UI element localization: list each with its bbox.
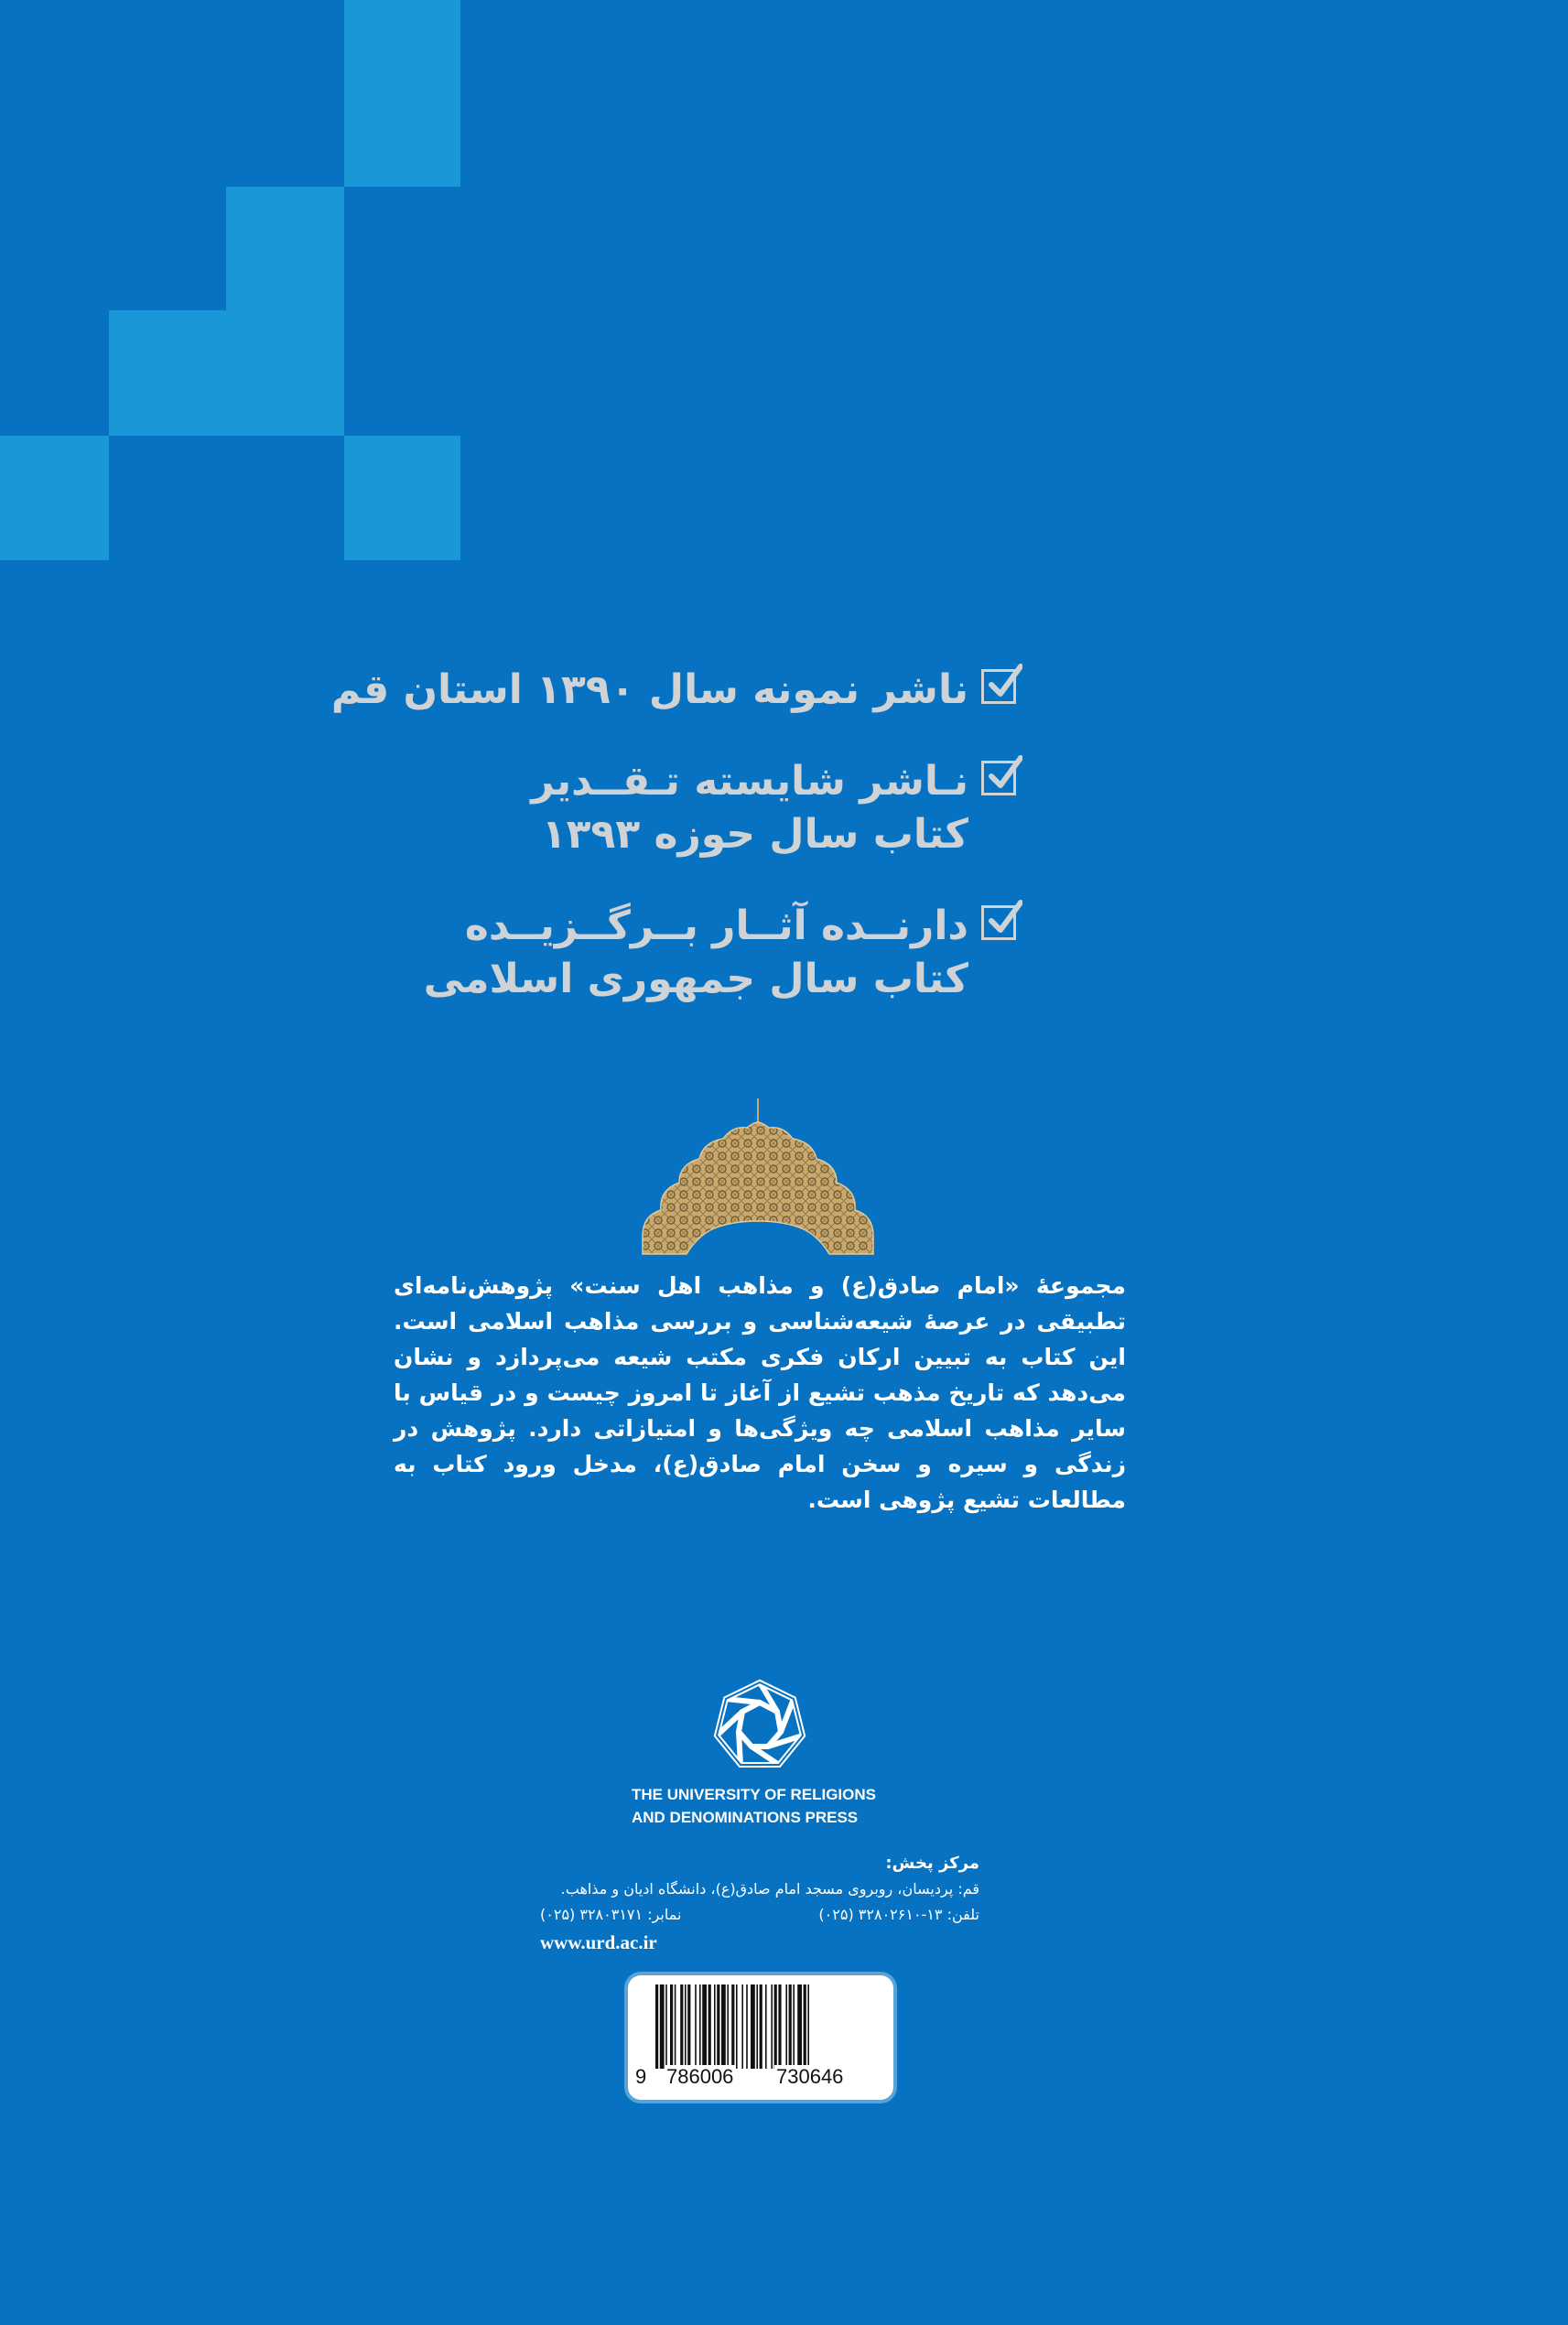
pixel-block [344, 436, 460, 560]
check-box-icon [981, 669, 1016, 704]
award-line: کتاب سال حوزه ۱۳۹۳ [541, 811, 968, 858]
award-item [494, 755, 1016, 861]
award-line: ناشر نمونه سال ۱۳۹۰ استان قم [330, 666, 968, 713]
award-text [424, 900, 968, 1006]
fax-number: نمابر: ۳۲۸۰۳۱۷۱ (۰۲۵) [540, 1906, 682, 1923]
awards-list [330, 664, 1016, 1044]
publisher-name-line: AND DENOMINATIONS PRESS [632, 1809, 859, 1826]
distribution-title: مرکز پخش: [885, 1854, 979, 1873]
award-line: نـاشر شایسته تـقــدیر [531, 758, 968, 805]
award-text [331, 664, 968, 717]
contact-row [540, 1902, 979, 1928]
distribution-info [540, 1851, 979, 1955]
barcode-bars-icon [639, 1984, 882, 2069]
distribution-address: قم: پردیسان، روبروی مسجد امام صادق(ع)، دانشگاه ادیان و مذاهب. [560, 1880, 979, 1898]
award-item [423, 900, 1016, 1006]
award-text [531, 755, 968, 861]
pixel-block [0, 436, 109, 560]
publisher-name [632, 1783, 961, 1829]
pixel-block [109, 310, 344, 436]
award-line: کتاب سال جمهوری اسلامی [423, 956, 968, 1002]
award-line: دارنــده آثــار بــرگــزیــده [464, 903, 968, 949]
award-item [330, 664, 1016, 717]
dome-ornament-icon [639, 1098, 877, 1256]
check-box-icon [981, 905, 1016, 940]
check-box-icon [981, 761, 1016, 795]
pixel-block [344, 0, 460, 187]
pixel-block [226, 187, 344, 310]
phone-number: تلفن: ۱۳-۳۲۸۰۲۶۱۰ (۰۲۵) [818, 1906, 979, 1923]
publisher-name-line: THE UNIVERSITY OF RELIGIONS [632, 1786, 876, 1803]
barcode-group-2: 730646 [776, 2065, 844, 2088]
website-link[interactable]: www.urd.ac.ir [540, 1931, 657, 1953]
isbn-barcode [628, 1975, 893, 2100]
barcode-prefix: 9 [635, 2065, 647, 2088]
barcode-group-1: 786006 [666, 2065, 734, 2088]
publisher-logo-icon [709, 1675, 810, 1776]
book-description: مجموعهٔ «امام صادق(ع) و مذاهب اهل سنت» پژوهش‌نامه‌ای تطبیقی در عرصهٔ شیعه‌شناسی و بررسی مذاهب اسلامی است. این کتاب به تبیین ارکان فکری مکتب شیعه می‌پردازد و نشان می‌دهد که تاریخ مذهب تشیع از آغاز تا امروز چیست و در قیاس با سایر مذاهب اسلامی چه ویژگی‌ها و امتیازاتی دارد. پژوهش در زندگی و سیره و سخن امام صادق(ع)، مدخل ورود کتاب به مطالعات تشیع پژوهی است. [394, 1272, 1126, 1513]
